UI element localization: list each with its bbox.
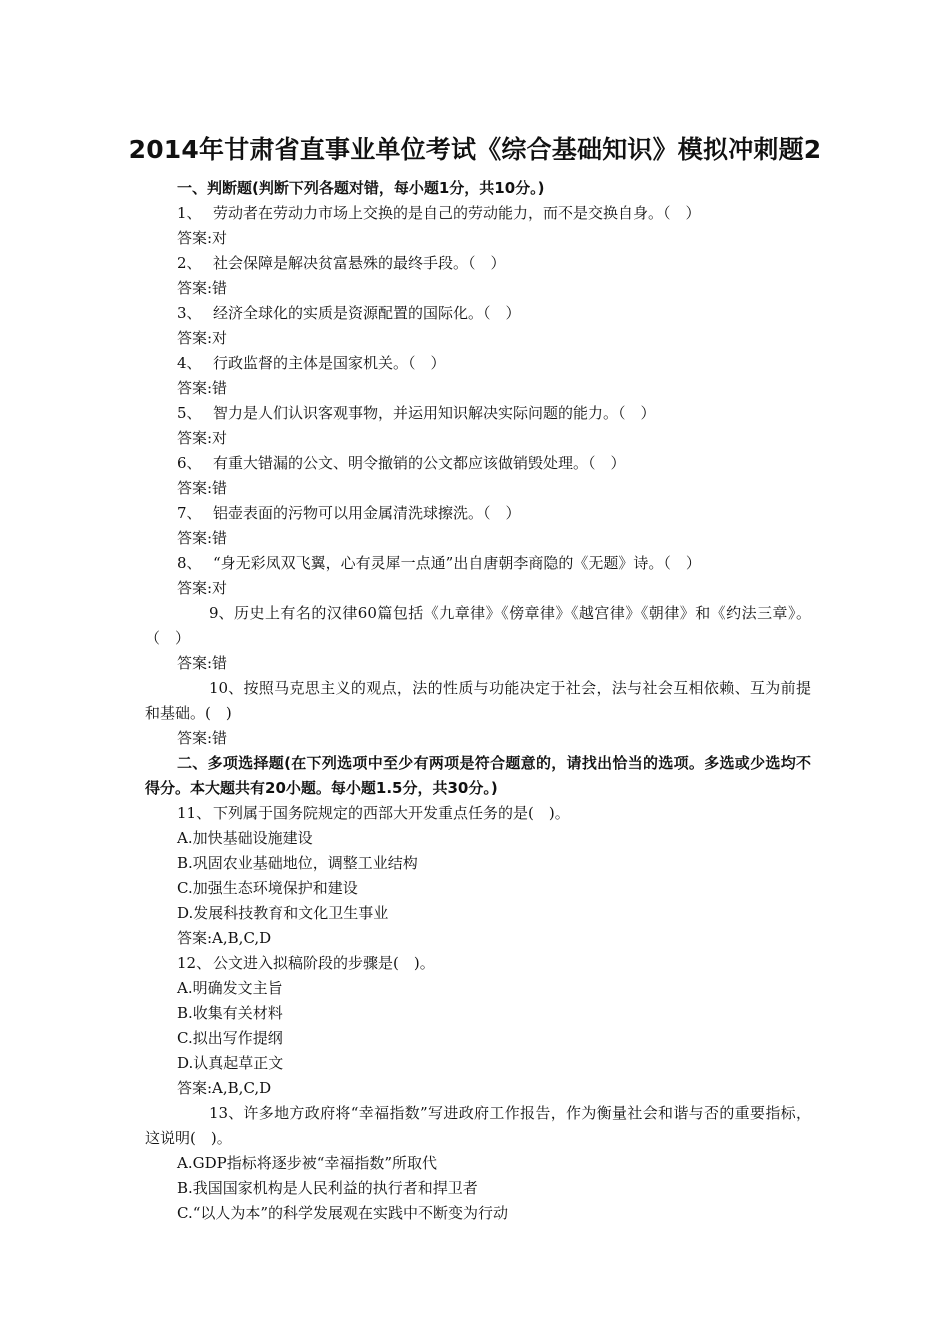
answer-11: 答案:A,B,C,D bbox=[177, 929, 272, 947]
question-4 bbox=[145, 351, 811, 376]
question-text: 许多地方政府将“幸福指数”写进政府工作报告，作为衡量社会和谐与否的重要指标，这说明( )。 bbox=[145, 1104, 811, 1147]
question-number: 6、 bbox=[177, 454, 202, 472]
answer-9: 答案:错 bbox=[177, 654, 228, 672]
question-number: 11、 bbox=[177, 804, 212, 822]
question-text: 公文进入拟稿阶段的步骤是( )。 bbox=[213, 954, 435, 972]
answer-12: 答案:A,B,C,D bbox=[177, 1079, 272, 1097]
section-heading-1: 一、判断题(判断下列各题对错，每小题1分，共10分。) bbox=[177, 179, 545, 197]
question-text: 按照马克思主义的观点，法的性质与功能决定于社会，法与社会互相依赖、互为前提和基础。( ) bbox=[145, 679, 811, 722]
question-9 bbox=[145, 601, 811, 651]
question-number: 2、 bbox=[177, 254, 202, 272]
document-title: 2014年甘肃省直事业单位考试《综合基础知识》模拟冲刺题2 bbox=[128, 135, 822, 164]
answer-7: 答案:错 bbox=[177, 529, 228, 547]
question-6 bbox=[145, 451, 811, 476]
answer-4: 答案:错 bbox=[177, 379, 228, 397]
option-12-d: D.认真起草正文 bbox=[177, 1054, 284, 1072]
option-12-c: C.拟出写作提纲 bbox=[177, 1029, 283, 1047]
question-text: 智力是人们认识客观事物，并运用知识解决实际问题的能力。（ ） bbox=[213, 404, 656, 422]
option-12-a: A.明确发文主旨 bbox=[177, 979, 283, 997]
question-2 bbox=[145, 251, 811, 276]
option-13-b: B.我国国家机构是人民利益的执行者和捍卫者 bbox=[177, 1179, 478, 1197]
question-number: 9、 bbox=[209, 604, 234, 622]
answer-6: 答案:错 bbox=[177, 479, 228, 497]
question-5 bbox=[145, 401, 811, 426]
answer-3: 答案:对 bbox=[177, 329, 228, 347]
question-1 bbox=[145, 201, 811, 226]
answer-2: 答案:错 bbox=[177, 279, 228, 297]
question-number: 3、 bbox=[177, 304, 202, 322]
answer-5: 答案:对 bbox=[177, 429, 228, 447]
answer-10: 答案:错 bbox=[177, 729, 228, 747]
option-13-c: C.“以人为本”的科学发展观在实践中不断变为行动 bbox=[177, 1204, 509, 1222]
question-text: 经济全球化的实质是资源配置的国际化。（ ） bbox=[213, 304, 521, 322]
answer-1: 答案:对 bbox=[177, 229, 228, 247]
document-body bbox=[145, 176, 811, 1226]
question-number: 13、 bbox=[209, 1104, 244, 1122]
question-text: 行政监督的主体是国家机关。（ ） bbox=[213, 354, 446, 372]
option-11-b: B.巩固农业基础地位，调整工业结构 bbox=[177, 854, 418, 872]
question-10 bbox=[145, 676, 811, 726]
question-text: 有重大错漏的公文、明令撤销的公文都应该做销毁处理。（ ） bbox=[213, 454, 626, 472]
question-number: 8、 bbox=[177, 554, 202, 572]
question-number: 10、 bbox=[209, 679, 244, 697]
question-text: “身无彩凤双飞翼，心有灵犀一点通”出自唐朝李商隐的《无题》诗。（ ） bbox=[213, 554, 701, 572]
question-number: 7、 bbox=[177, 504, 202, 522]
question-7 bbox=[145, 501, 811, 526]
question-number: 1、 bbox=[177, 204, 202, 222]
question-8 bbox=[145, 551, 811, 576]
question-text: 历史上有名的汉律60篇包括《九章律》《傍章律》《越宫律》《朝律》和《约法三章》。（ ） bbox=[145, 604, 811, 647]
section-heading-2: 二、多项选择题(在下列选项中至少有两项是符合题意的，请找出恰当的选项。多选或少选均不得分。本大题共有20小题。每小题1.5分，共30分。) bbox=[145, 754, 811, 797]
option-12-b: B.收集有关材料 bbox=[177, 1004, 283, 1022]
question-number: 5、 bbox=[177, 404, 202, 422]
option-13-a: A.GDP指标将逐步被“幸福指数”所取代 bbox=[177, 1154, 438, 1172]
question-text: 劳动者在劳动力市场上交换的是自己的劳动能力，而不是交换自身。（ ） bbox=[213, 204, 701, 222]
question-text: 社会保障是解决贫富悬殊的最终手段。（ ） bbox=[213, 254, 506, 272]
question-13 bbox=[145, 1101, 811, 1151]
question-11 bbox=[145, 801, 811, 826]
question-number: 4、 bbox=[177, 354, 202, 372]
question-text: 铝壶表面的污物可以用金属清洗球擦洗。（ ） bbox=[213, 504, 521, 522]
option-11-a: A.加快基础设施建设 bbox=[177, 829, 313, 847]
answer-8: 答案:对 bbox=[177, 579, 228, 597]
question-12 bbox=[145, 951, 811, 976]
question-3 bbox=[145, 301, 811, 326]
option-11-d: D.发展科技教育和文化卫生事业 bbox=[177, 904, 389, 922]
question-text: 下列属于国务院规定的西部大开发重点任务的是( )。 bbox=[213, 804, 570, 822]
question-number: 12、 bbox=[177, 954, 212, 972]
option-11-c: C.加强生态环境保护和建设 bbox=[177, 879, 358, 897]
